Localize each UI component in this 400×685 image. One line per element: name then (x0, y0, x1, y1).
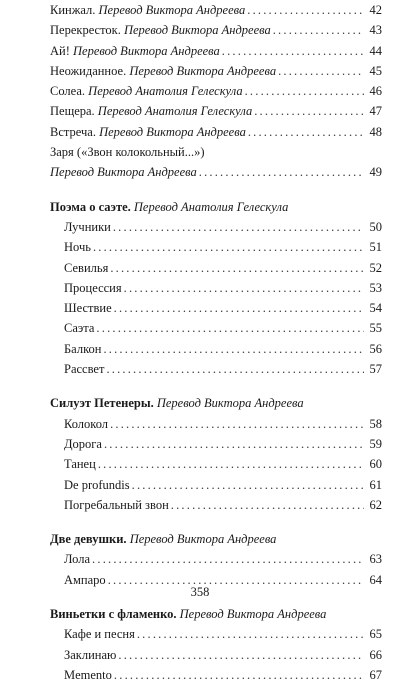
section-heading-vignettes (50, 604, 382, 624)
toc-entry[interactable] (50, 278, 382, 298)
toc-entry-translator: Перевод Виктора Андреева (98, 3, 246, 17)
toc-entry-title: Ночь (64, 240, 91, 255)
toc-entry-title: Танец (64, 457, 96, 472)
toc-entry[interactable] (50, 495, 382, 515)
toc-entry[interactable] (50, 414, 382, 434)
toc-entry-page: 50 (369, 219, 382, 234)
toc-entry-page: 54 (369, 301, 382, 316)
toc-dot-leader (247, 0, 364, 20)
toc-entry-title: Рассвет (64, 362, 105, 377)
toc-dot-leader (273, 20, 364, 40)
toc-entry-vstrecha[interactable] (50, 122, 382, 142)
toc-entry-page: 65 (369, 627, 382, 642)
page-number: 358 (190, 585, 210, 599)
section-title: Виньетки с фламенко. (50, 607, 177, 622)
toc-entry-title: Колокол (64, 416, 109, 431)
toc-entry-title: Солеа. (50, 84, 86, 99)
section-spacer (50, 183, 382, 197)
section-heading-petenera (50, 393, 382, 413)
toc-entry-page: 67 (369, 667, 382, 682)
toc-dot-leader (104, 434, 364, 454)
toc-entry-title: De profundis (64, 477, 130, 492)
toc-dot-leader (98, 454, 364, 474)
toc-entry-title: Заря («Звон колокольный...») (50, 145, 205, 160)
toc-dot-leader (137, 624, 364, 644)
toc-entry[interactable] (50, 237, 382, 257)
toc-entry-translator: Перевод Виктора Андреева (123, 23, 271, 38)
toc-entry-translator: Перевод Виктора Андреева (129, 63, 277, 78)
toc-entry[interactable] (50, 475, 382, 495)
toc-entry-page: 46 (369, 84, 382, 99)
toc-entry-title: Погребальный звон (64, 497, 169, 512)
toc-dot-leader (92, 549, 364, 569)
toc-entry-page: 55 (369, 321, 382, 336)
toc-entry-page: 52 (369, 260, 382, 275)
toc-entry-title: Перекресток. (50, 23, 121, 38)
toc-entry-title: Балкон (64, 341, 102, 356)
toc-entry-peshchera[interactable] (50, 101, 382, 121)
toc-entry-page: 63 (369, 552, 382, 567)
toc-dot-leader (199, 162, 364, 182)
toc-entry-page: 60 (369, 457, 382, 472)
toc-dot-leader (278, 61, 364, 81)
toc-entry-title: Процессия (64, 280, 122, 295)
toc-entry[interactable] (50, 339, 382, 359)
toc-entry[interactable] (50, 645, 382, 665)
toc-dot-leader (103, 339, 364, 359)
section-translator: Перевод Анатолия Гелескула (133, 199, 289, 214)
section-title: Две девушки. (50, 532, 127, 547)
toc-entry-title: Заклинаю (64, 647, 117, 662)
toc-entry-page: 62 (369, 497, 382, 512)
toc-dot-leader (110, 258, 364, 278)
toc-entry-title: Ампаро (64, 572, 106, 587)
toc-entry-title: Кафе и песня (64, 627, 135, 642)
toc-entry-title: Встреча. (50, 124, 96, 139)
toc-entry[interactable] (50, 624, 382, 644)
toc-dot-leader (106, 359, 364, 379)
toc-entry-title: Ай! (50, 43, 70, 58)
toc-dot-leader (114, 298, 364, 318)
toc-entry-title: Пещера. (50, 104, 95, 119)
section-title: Силуэт Петенеры. (50, 396, 154, 411)
toc-entry-perekrestok[interactable] (50, 20, 382, 40)
toc-entry-page: 57 (369, 362, 382, 377)
table-of-contents (50, 0, 382, 685)
toc-entry-solea[interactable] (50, 81, 382, 101)
toc-entry-title: Неожиданное. (50, 63, 127, 78)
toc-dot-leader (124, 278, 364, 298)
toc-entry-page: 58 (369, 416, 382, 431)
toc-entry-page: 59 (369, 436, 382, 451)
toc-entry-title: Memento (64, 667, 112, 682)
toc-entry-page: 48 (369, 124, 382, 139)
toc-entry-title: Севилья (64, 260, 109, 275)
section-heading-two-girls (50, 529, 382, 549)
toc-dot-leader (93, 237, 364, 257)
toc-entry-page: 53 (369, 280, 382, 295)
toc-entry-page: 64 (369, 572, 382, 587)
toc-entry[interactable] (50, 217, 382, 237)
toc-entry-kinzhal[interactable] (50, 0, 382, 20)
toc-entry[interactable] (50, 454, 382, 474)
toc-entry-title: Лола (64, 552, 91, 567)
toc-dot-leader (248, 122, 364, 142)
toc-entry-page: 45 (369, 63, 382, 78)
toc-dot-leader (254, 101, 364, 121)
toc-dot-leader (118, 645, 364, 665)
section-translator: Перевод Виктора Андреева (156, 396, 304, 411)
section-translator: Перевод Виктора Андреева (179, 607, 327, 622)
toc-dot-leader (245, 81, 364, 101)
toc-entry-page: 43 (369, 23, 382, 38)
toc-entry-title: Дорога (64, 436, 102, 451)
toc-dot-leader (113, 217, 364, 237)
toc-entry[interactable] (50, 434, 382, 454)
toc-entry-zarya[interactable] (50, 142, 382, 183)
toc-entry-title: Шествие (64, 301, 112, 316)
toc-dot-leader (222, 41, 364, 61)
toc-entry-page: 44 (369, 43, 382, 58)
toc-entry-translator: Перевод Виктора Андреева (73, 43, 220, 58)
toc-entry[interactable] (50, 549, 382, 569)
section-translator: Перевод Виктора Андреева (129, 532, 277, 547)
toc-entry-neozhidannoe[interactable] (50, 61, 382, 81)
toc-dot-leader (114, 665, 364, 685)
toc-dot-leader (96, 318, 364, 338)
section-heading-saeta (50, 197, 382, 217)
toc-entry-page: 56 (369, 341, 382, 356)
toc-entry-title: Лучники (64, 219, 111, 234)
toc-entry-translator: Перевод Виктора Андреева (99, 124, 246, 139)
toc-dot-leader (132, 475, 364, 495)
toc-entry[interactable] (50, 258, 382, 278)
section-spacer (50, 379, 382, 393)
toc-entry-title: Кинжал. (50, 3, 96, 17)
toc-entry-page: 42 (369, 3, 382, 17)
toc-entry-page: 47 (369, 104, 382, 119)
toc-entry-page: 51 (369, 240, 382, 255)
toc-entry-translator: Перевод Виктора Андреева (50, 165, 197, 180)
section-title: Поэма о саэте. (50, 199, 131, 214)
toc-dot-leader (171, 495, 364, 515)
toc-entry-page: 66 (369, 647, 382, 662)
toc-entry-page: 61 (369, 477, 382, 492)
toc-entry[interactable] (50, 318, 382, 338)
toc-entry-translator: Перевод Анатолия Гелескула (88, 84, 243, 99)
toc-entry[interactable] (50, 665, 382, 685)
toc-entry[interactable] (50, 298, 382, 318)
toc-entry-title: Саэта (64, 321, 95, 336)
toc-dot-leader (110, 414, 364, 434)
toc-entry-translator: Перевод Анатолия Гелескула (97, 104, 253, 119)
toc-entry[interactable] (50, 359, 382, 379)
toc-entry-page: 49 (369, 165, 382, 180)
section-spacer (50, 515, 382, 529)
toc-entry-ai[interactable] (50, 41, 382, 61)
